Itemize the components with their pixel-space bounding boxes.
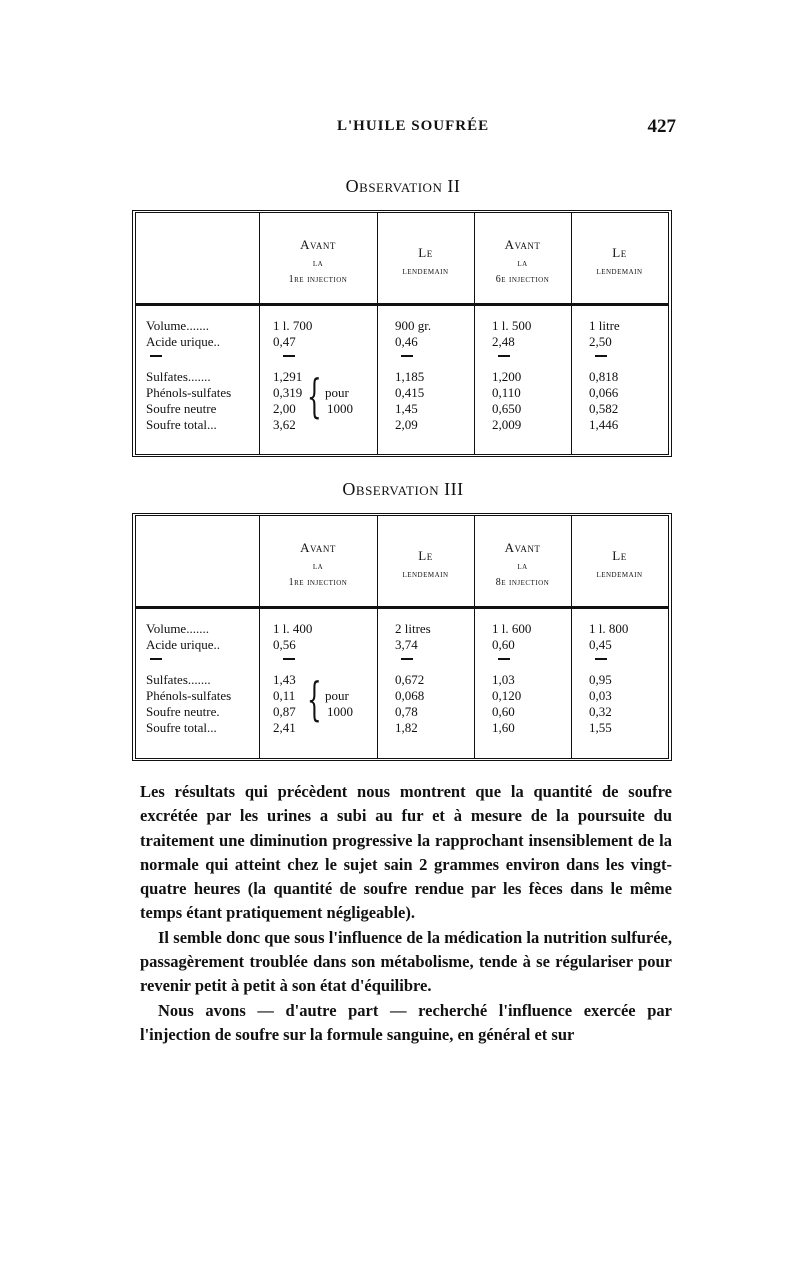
paragraph-3: Nous avons — d'autre part — recherché l'influence exercée par l'injection de soufre sur la formule sanguine, en général et sur [140, 1000, 672, 1044]
row-label: Sulfates....... [146, 369, 211, 384]
table-cell: 0,46 [395, 334, 418, 349]
table-cell: 1,60 [492, 720, 515, 735]
header-line: lendemain [402, 266, 449, 277]
header-line: lendemain [596, 266, 643, 277]
table-cell: 0,56 [273, 637, 296, 652]
table-cell: 0,415 [395, 385, 425, 400]
row-label: Volume....... [146, 318, 209, 333]
table-cell: 0,45 [589, 637, 612, 652]
table-cell: 1,45 [395, 401, 418, 416]
table-cell: 2,50 [589, 334, 612, 349]
brace-label: 1000 [327, 704, 353, 719]
brace-label: pour [325, 688, 349, 703]
row-separator-dash [283, 355, 295, 357]
row-label: Soufre neutre [146, 401, 217, 416]
row-label: Sulfates....... [146, 672, 211, 687]
table-cell: 0,068 [395, 688, 425, 703]
row-separator-dash [595, 658, 607, 660]
column-header [571, 528, 668, 600]
column-header [474, 528, 571, 600]
row-label: Phénols-sulfates [146, 688, 232, 703]
row-label: Soufre total... [146, 417, 217, 432]
table-cell: 0,03 [589, 688, 612, 703]
row-label: Volume....... [146, 621, 209, 636]
row-label: Acide urique.. [146, 334, 221, 349]
column-header [474, 225, 571, 297]
table-cell: 1,43 [273, 672, 296, 687]
table-cell: 2,00 [273, 401, 296, 416]
header-line: la [517, 258, 528, 269]
brace-label: pour [325, 385, 349, 400]
header-line: lendemain [596, 569, 643, 580]
table-cell: 2 litres [395, 621, 431, 636]
table-cell: 2,48 [492, 334, 515, 349]
table-cell: 2,41 [273, 720, 296, 735]
brace-label: 1000 [327, 401, 353, 416]
table-cell: 0,95 [589, 672, 612, 687]
table-cell: 1 litre [589, 318, 620, 333]
header-line: la [312, 258, 324, 269]
table-cell: 2,09 [395, 417, 418, 432]
table-cell: 0,650 [492, 401, 522, 416]
table-cell: 1,55 [589, 720, 612, 735]
table-cell: 3,62 [273, 417, 296, 432]
header-line: la [312, 561, 324, 572]
header-line: 1re injection [288, 577, 348, 588]
row-label: Phénols-sulfates [146, 385, 232, 400]
table-cell: 0,47 [273, 334, 296, 349]
table-cell: 0,120 [492, 688, 522, 703]
header-line: Le [418, 548, 433, 563]
observation-2-title: Observation II [345, 176, 461, 196]
header-line: 6e injection [495, 274, 550, 285]
column-header [377, 225, 474, 297]
header-line: Avant [504, 540, 541, 555]
header-line: Le [612, 245, 627, 260]
running-head [130, 118, 676, 142]
body-text [140, 780, 672, 1047]
table-cell: 1,82 [395, 720, 418, 735]
table-cell: 1 l. 500 [492, 318, 532, 333]
paragraph-1: Les résultats qui précèdent nous montrent que la quantité de soufre excrétée par les urines a subi au fur et à mesure de la poursuite du traitement une diminution progressive la rapprochant insensiblement de la normale qui atteint chez le sujet sain 2 grammes environ dans les vingt-quatre heures (la quantité de soufre rendue par les fèces dans le même temps étant pratiquement négligeable). [140, 782, 672, 923]
table-cell: 0,672 [395, 672, 425, 687]
header-line: Le [612, 548, 627, 563]
table-cell: 0,066 [589, 385, 619, 400]
header-line: Avant [300, 540, 336, 555]
table-cell: 1,446 [589, 417, 619, 432]
row-label: Soufre total... [146, 720, 217, 735]
observation-3-title: Observation III [342, 479, 464, 499]
column-header [377, 528, 474, 600]
table-cell: 0,78 [395, 704, 418, 719]
header-line: lendemain [402, 569, 449, 580]
header-line: Le [418, 245, 433, 260]
row-separator-dash [401, 355, 413, 357]
table-cell: 1,03 [492, 672, 515, 687]
header-line: 8e injection [495, 577, 550, 588]
row-separator-dash [283, 658, 295, 660]
table-cell: 1,200 [492, 369, 522, 384]
table-cell: 1,185 [395, 369, 425, 384]
table-cell: 0,60 [492, 704, 515, 719]
header-line: la [517, 561, 528, 572]
brace-symbol: { [307, 369, 322, 423]
row-separator-dash [150, 658, 162, 660]
table-cell: 1 l. 700 [273, 318, 313, 333]
column-header [571, 225, 668, 297]
paragraph-2: Il semble donc que sous l'influence de la médication la nutrition sulfurée, passagèrement troublée dans son métabolisme, tende à se régulariser pour revenir petit à petit à son état d'équilibre. [140, 927, 672, 996]
observation-3-table [132, 513, 672, 761]
table-cell: 3,74 [395, 637, 418, 652]
table-cell: 0,319 [273, 385, 303, 400]
table-cell: 1,291 [273, 369, 303, 384]
header-rule [136, 606, 668, 609]
row-separator-dash [150, 355, 162, 357]
table-cell: 0,818 [589, 369, 619, 384]
table-cell: 0,582 [589, 401, 619, 416]
table-cell: 1 l. 400 [273, 621, 313, 636]
row-separator-dash [595, 355, 607, 357]
table-cell: 0,87 [273, 704, 296, 719]
table-cell: 0,110 [492, 385, 521, 400]
table-cell: 1 l. 800 [589, 621, 629, 636]
column-header [259, 528, 377, 600]
table-cell: 900 gr. [395, 318, 432, 333]
table-cell: 0,32 [589, 704, 612, 719]
table-cell: 1 l. 600 [492, 621, 532, 636]
header-line: Avant [300, 237, 336, 252]
row-label: Acide urique.. [146, 637, 221, 652]
column-header [259, 225, 377, 297]
header-line: 1re injection [288, 274, 348, 285]
header-line: Avant [504, 237, 541, 252]
observation-2-table [132, 210, 672, 457]
row-separator-dash [498, 355, 510, 357]
header-rule [136, 303, 668, 306]
row-label: Soufre neutre. [146, 704, 220, 719]
table-cell: 0,11 [273, 688, 296, 703]
table-cell: 2,009 [492, 417, 522, 432]
table-cell: 0,60 [492, 637, 515, 652]
page-number: 427 [647, 116, 676, 137]
row-separator-dash [498, 658, 510, 660]
row-separator-dash [401, 658, 413, 660]
running-title: L'HUILE SOUFRÉE [337, 118, 490, 134]
brace-symbol: { [307, 672, 322, 726]
